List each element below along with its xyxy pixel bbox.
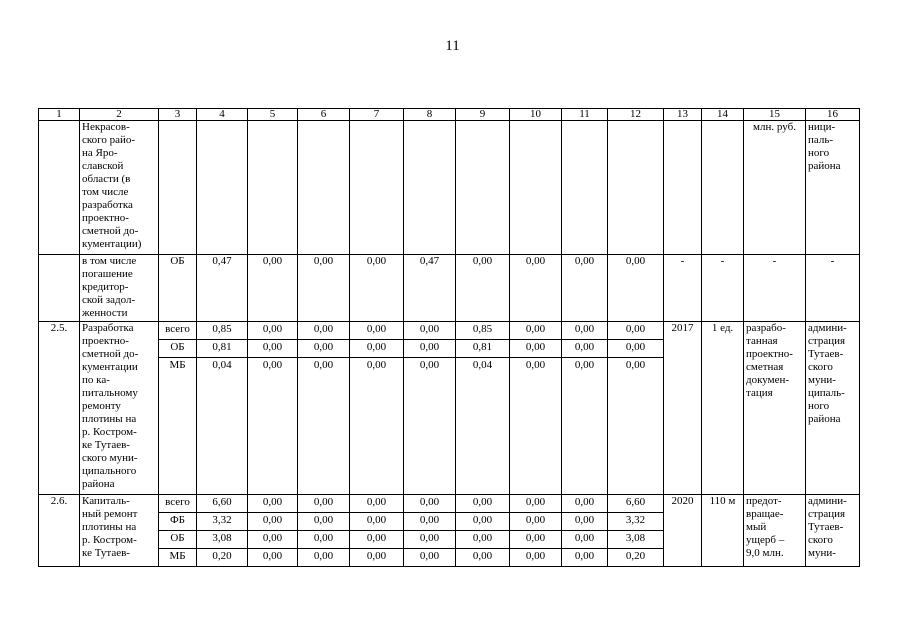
cell-col-12: [608, 495, 664, 567]
header-cell-14: 14: [702, 109, 744, 121]
stacked-value: 0,00: [248, 513, 297, 531]
cell-col-1: 2.5.: [39, 322, 80, 495]
cell-line: района: [808, 160, 841, 172]
table-row: [39, 121, 860, 255]
header-cell-7: 7: [350, 109, 404, 121]
cell-col-7: [350, 121, 404, 255]
stacked-value: 3,08: [197, 531, 247, 549]
cell-col-9: 0,00: [456, 255, 510, 322]
cell-line: женности: [82, 307, 128, 319]
stacked-value: 0,81: [197, 340, 247, 358]
stacked-value: 0,00: [248, 495, 297, 513]
stacked-value: 0,00: [510, 513, 561, 531]
cell-col-11: [562, 495, 608, 567]
cell-line: ке Тутаев-: [82, 439, 130, 451]
cell-col-1: 2.6.: [39, 495, 80, 567]
cell-col-7: [350, 322, 404, 495]
header-cell-16: 16: [806, 109, 860, 121]
cell-line: сметной до-: [82, 225, 139, 237]
cell-col-11: [562, 121, 608, 255]
cell-line: плотины на: [82, 521, 137, 533]
stacked-value: 0,00: [350, 513, 403, 531]
stacked-value: 3,08: [608, 531, 663, 549]
cell-line: ный ремонт: [82, 508, 138, 520]
cell-line: предот-: [746, 495, 782, 507]
cell-line: погашение: [82, 268, 133, 280]
cell-col-6: [298, 322, 350, 495]
cell-col-4: [197, 121, 248, 255]
cell-col-4: 0,47: [197, 255, 248, 322]
stacked-value: 0,00: [350, 531, 403, 549]
cell-line: админи-: [808, 495, 847, 507]
stacked-value: 0,00: [248, 531, 297, 549]
cell-col-6: 0,00: [298, 255, 350, 322]
stacked-value: 0,00: [350, 495, 403, 513]
cell-col-8: [404, 322, 456, 495]
stacked-value: МБ: [169, 550, 186, 562]
stacked-value: 0,00: [562, 531, 607, 549]
stacked-value: МБ: [169, 359, 186, 371]
stacked-value: 0,00: [298, 495, 349, 513]
stacked-value: 0,81: [456, 340, 509, 358]
cell-col-2: [80, 495, 159, 567]
cell-col-1: [39, 121, 80, 255]
cell-col-10: [510, 322, 562, 495]
stacked-value: 3,32: [197, 513, 247, 531]
cell-line: проектно-: [82, 212, 129, 224]
program-table: [38, 108, 860, 567]
cell-col-12: [608, 322, 664, 495]
stacked-value: 0,20: [212, 550, 232, 562]
stacked-value: 0,00: [608, 322, 663, 340]
stacked-value: 0,00: [456, 513, 509, 531]
header-cell-10: 10: [510, 109, 562, 121]
header-cell-8: 8: [404, 109, 456, 121]
cell-col-8: [404, 495, 456, 567]
cell-line: ного: [808, 147, 830, 159]
cell-line: района: [808, 413, 841, 425]
cell-col-13: [664, 121, 702, 255]
cell-line: ремонту: [82, 400, 121, 412]
cell-col-9: [456, 121, 510, 255]
cell-col-11: 0,00: [562, 255, 608, 322]
cell-col-6: [298, 121, 350, 255]
cell-col-9: [456, 322, 510, 495]
cell-col-10: 0,00: [510, 255, 562, 322]
stacked-value: 0,00: [248, 340, 297, 358]
cell-line: вращае-: [746, 508, 784, 520]
cell-line: ке Тутаев-: [82, 547, 130, 559]
cell-line: тация: [746, 387, 773, 399]
cell-line: разработка: [82, 199, 133, 211]
stacked-value: 6,60: [608, 495, 663, 513]
cell-line: плотины на: [82, 413, 137, 425]
header-cell-5: 5: [248, 109, 298, 121]
cell-col-2: [80, 322, 159, 495]
stacked-value: 0,00: [625, 359, 646, 371]
cell-line: Разработка: [82, 322, 134, 334]
cell-col-13: -: [664, 255, 702, 322]
cell-line: ципального: [82, 465, 137, 477]
cell-col-15: [744, 495, 806, 567]
stacked-value: 0,00: [298, 513, 349, 531]
cell-line: докумен-: [746, 374, 790, 386]
cell-col-14: [702, 121, 744, 255]
stacked-value: 0,00: [404, 531, 455, 549]
cell-col-10: [510, 121, 562, 255]
stacked-value: 0,00: [510, 340, 561, 358]
header-cell-6: 6: [298, 109, 350, 121]
stacked-value: 0,00: [562, 513, 607, 531]
table-row-row_25: [39, 322, 860, 495]
cell-col-4: [197, 322, 248, 495]
cell-line: ского: [808, 361, 833, 373]
cell-line: том числе: [82, 186, 129, 198]
header-cell-11: 11: [562, 109, 608, 121]
stacked-value: 0,00: [262, 359, 283, 371]
cell-line: ского: [808, 534, 833, 546]
cell-col-13: 2020: [664, 495, 702, 567]
cell-col-5: 0,00: [248, 255, 298, 322]
stacked-value: 0,00: [404, 495, 455, 513]
stacked-value: 0,04: [472, 359, 493, 371]
cell-col-16: -: [806, 255, 860, 322]
stacked-value: 0,04: [212, 359, 232, 371]
stacked-value: 0,00: [298, 340, 349, 358]
cell-line: муни-: [808, 374, 836, 386]
cell-line: кументации): [82, 238, 142, 250]
cell-line: Тутаев-: [808, 348, 844, 360]
cell-line: ской задол-: [82, 294, 136, 306]
cell-line: паль-: [808, 134, 834, 146]
cell-line: района: [82, 478, 115, 490]
cell-col-8: [404, 121, 456, 255]
page-number: 11: [445, 38, 460, 54]
cell-col-3: [159, 121, 197, 255]
stacked-value: ОБ: [159, 531, 196, 549]
stacked-value: 0,00: [248, 322, 297, 340]
stacked-value: 0,00: [510, 495, 561, 513]
cell-line: питальному: [82, 387, 138, 399]
cell-col-8: 0,47: [404, 255, 456, 322]
stacked-value: 0,00: [404, 340, 455, 358]
cell-col-7: 0,00: [350, 255, 404, 322]
header-cell-3: 3: [159, 109, 197, 121]
stacked-value: 0,85: [456, 322, 509, 340]
cell-col-10: [510, 495, 562, 567]
header-cell-2: 2: [80, 109, 159, 121]
cell-line: админи-: [808, 322, 847, 334]
cell-col-14: 110 м: [702, 495, 744, 567]
cell-line: мый: [746, 521, 767, 533]
header-cell-13: 13: [664, 109, 702, 121]
cell-col-1: [39, 255, 80, 322]
header-cell-15: 15: [744, 109, 806, 121]
cell-col-11: [562, 322, 608, 495]
stacked-value: ФБ: [159, 513, 196, 531]
stacked-value: 0,00: [298, 322, 349, 340]
cell-col-15: -: [744, 255, 806, 322]
cell-col-14: -: [702, 255, 744, 322]
cell-line: р. Костром-: [82, 426, 137, 438]
stacked-value: 0,00: [510, 322, 561, 340]
cell-col-12: [608, 121, 664, 255]
stacked-value: 0,00: [262, 550, 283, 562]
header-row: [39, 109, 860, 121]
stacked-value: 0,00: [525, 359, 546, 371]
stacked-value: всего: [159, 322, 196, 340]
cell-line: в том числе: [82, 255, 137, 267]
stacked-value: 0,00: [562, 340, 607, 358]
cell-col-3: [159, 495, 197, 567]
cell-col-15: [744, 121, 806, 255]
stacked-value: 0,00: [456, 495, 509, 513]
cell-col-13: 2017: [664, 322, 702, 495]
cell-col-4: [197, 495, 248, 567]
stacked-value: 0,00: [608, 340, 663, 358]
cell-col-16: [806, 495, 860, 567]
cell-line: славской: [82, 160, 124, 172]
stacked-value: 0,00: [574, 550, 595, 562]
stacked-value: 0,85: [197, 322, 247, 340]
cell-line: по ка-: [82, 374, 110, 386]
cell-col-5: [248, 121, 298, 255]
stacked-value: 0,00: [350, 322, 403, 340]
cell-line: Капиталь-: [82, 495, 130, 507]
header-cell-9: 9: [456, 109, 510, 121]
stacked-value: 0,00: [562, 322, 607, 340]
stacked-value: 3,32: [608, 513, 663, 531]
stacked-value: 0,00: [350, 340, 403, 358]
cell-col-9: [456, 495, 510, 567]
cell-line: р. Костром-: [82, 534, 137, 546]
stacked-value: ОБ: [159, 340, 196, 358]
cell-col-14: 1 ед.: [702, 322, 744, 495]
stacked-value: 0,00: [313, 359, 334, 371]
stacked-value: 0,00: [510, 531, 561, 549]
cell-line: ского райо-: [82, 134, 136, 146]
cell-col-3: [159, 322, 197, 495]
stacked-value: 0,00: [298, 531, 349, 549]
cell-line: ници-: [808, 121, 836, 133]
cell-col-2: [80, 255, 159, 322]
cell-line: области (в: [82, 173, 131, 185]
table-row: [39, 255, 860, 322]
cell-col-6: [298, 495, 350, 567]
stacked-value: 0,00: [313, 550, 334, 562]
cell-line: 9,0 млн.: [746, 547, 784, 559]
cell-line: страция: [808, 508, 846, 520]
header-cell-4: 4: [197, 109, 248, 121]
cell-line: разрабо-: [746, 322, 786, 334]
cell-line: млн. руб.: [753, 121, 796, 133]
cell-col-16: [806, 322, 860, 495]
stacked-value: 0,00: [456, 531, 509, 549]
cell-line: кредитор-: [82, 281, 129, 293]
cell-line: проектно-: [82, 335, 129, 347]
cell-line: Тутаев-: [808, 521, 844, 533]
header-cell-12: 12: [608, 109, 664, 121]
stacked-value: 0,00: [419, 550, 440, 562]
stacked-value: 0,00: [472, 550, 493, 562]
header-cell-1: 1: [39, 109, 80, 121]
stacked-value: 0,00: [525, 550, 546, 562]
cell-line: ного: [808, 400, 830, 412]
cell-col-3: ОБ: [159, 255, 197, 322]
stacked-value: 0,00: [419, 359, 440, 371]
stacked-value: 0,00: [574, 359, 595, 371]
cell-line: ципаль-: [808, 387, 845, 399]
cell-col-16: [806, 121, 860, 255]
cell-col-15: [744, 322, 806, 495]
stacked-value: 0,00: [366, 359, 387, 371]
cell-line: танная: [746, 335, 778, 347]
stacked-value: 0,00: [404, 513, 455, 531]
cell-col-5: [248, 322, 298, 495]
cell-line: кументации: [82, 361, 138, 373]
cell-line: на Яро-: [82, 147, 118, 159]
stacked-value: 0,00: [562, 495, 607, 513]
cell-col-5: [248, 495, 298, 567]
cell-col-2: [80, 121, 159, 255]
cell-line: сметная: [746, 361, 784, 373]
stacked-value: всего: [159, 495, 196, 513]
cell-col-12: 0,00: [608, 255, 664, 322]
cell-line: проектно-: [746, 348, 793, 360]
stacked-value: 0,00: [366, 550, 387, 562]
cell-line: Некрасов-: [82, 121, 130, 133]
cell-line: муни-: [808, 547, 836, 559]
stacked-value: 0,20: [625, 550, 646, 562]
cell-col-7: [350, 495, 404, 567]
table-row-row_26: [39, 495, 860, 567]
cell-line: ущерб –: [746, 534, 785, 546]
cell-line: страция: [808, 335, 846, 347]
stacked-value: 0,00: [404, 322, 455, 340]
stacked-value: 6,60: [197, 495, 247, 513]
cell-line: сметной до-: [82, 348, 139, 360]
cell-line: ского муни-: [82, 452, 138, 464]
